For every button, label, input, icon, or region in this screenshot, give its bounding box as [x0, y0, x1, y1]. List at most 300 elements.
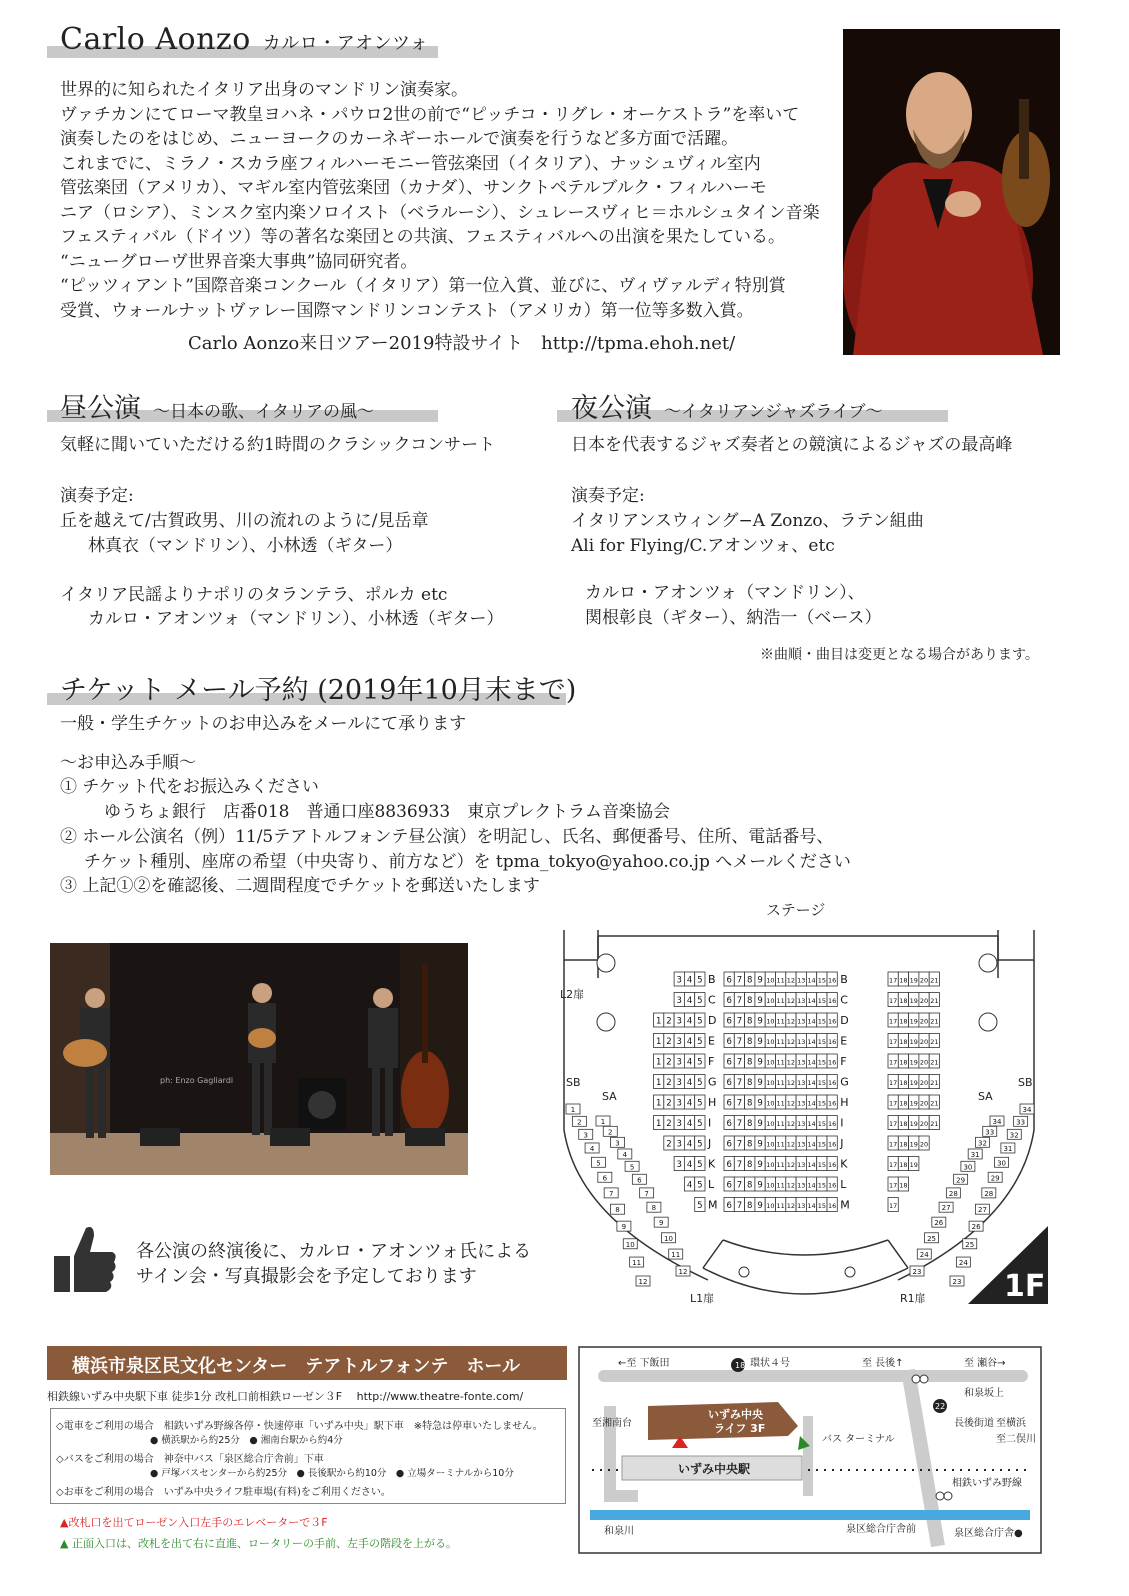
seat-number: 15	[817, 1079, 826, 1087]
seat-number: 12	[786, 1058, 796, 1067]
seat-number: 20	[919, 1099, 929, 1108]
day-description: 気軽に聞いていただける約1時間のクラシックコンサート	[60, 435, 496, 455]
portrait-illustration	[843, 29, 1060, 355]
seat-number: 5	[697, 1037, 703, 1047]
map-to-yokohama: 至横浜	[996, 1418, 1026, 1429]
seat-number: 16	[828, 997, 837, 1005]
row-label: F	[840, 1055, 847, 1068]
tour-site-line[interactable]: Carlo Aonzo来日ツアー2019特設サイト http://tpma.ehoh.net/	[188, 333, 736, 354]
seat-number: 6	[726, 996, 732, 1006]
seat-number: 20	[919, 1017, 929, 1026]
door-l2-label: L2扉	[560, 988, 585, 1001]
seat-number: 1	[655, 1119, 662, 1129]
thumbs-up-icon	[52, 1222, 118, 1294]
seat-number: 8	[747, 1180, 753, 1191]
seat-number: 21	[930, 1038, 939, 1046]
seat-number: 12	[786, 1079, 796, 1087]
pillar-marker	[597, 1013, 615, 1031]
row-label: M	[708, 1198, 718, 1212]
seat-number: 6	[726, 1180, 732, 1191]
row-label: J	[708, 1137, 712, 1150]
seat-number: 10	[766, 1120, 775, 1128]
row-label: H	[840, 1096, 849, 1109]
seat-number: 4	[686, 1160, 693, 1170]
bio-line: フェスティバル（ドイツ）等の著名な楽団との共演、フェスティバルへの出演を果たしている。	[60, 227, 786, 247]
artist-name-jp: カルロ・アオンツォ	[262, 33, 429, 54]
pillar-marker	[597, 954, 615, 972]
seat-number: 6	[726, 1139, 732, 1150]
seat-number: 13	[797, 1017, 806, 1026]
seat-number: 9	[757, 996, 763, 1006]
seat-number: 20	[919, 1038, 929, 1046]
seat-number: 12	[786, 1202, 796, 1210]
program-change-note: ※曲順・曲目は変更となる場合があります。	[760, 647, 1039, 663]
bio-line: 管弦楽団（アメリカ）、マギル室内管弦楽団（カナダ）、サンクトペテルブルク・フィルハーモ	[60, 178, 767, 198]
seat-number: 5	[697, 1180, 703, 1191]
side-seat-number: 27	[977, 1206, 987, 1215]
seat-number: 10	[766, 1202, 775, 1210]
bio-line: これまでに、ミラノ・スカラ座フィルハーモニー管弦楽団（イタリア）、ナッシュヴィル室内	[60, 153, 761, 174]
seat-number: 20	[919, 1120, 929, 1128]
sb-label-left: SB	[566, 1076, 581, 1089]
seat-number: 9	[757, 1078, 763, 1088]
seat-number: 1	[655, 1037, 662, 1047]
side-seat-number: 25	[927, 1234, 937, 1243]
night-program-line: Ali for Flying/C.アオンツォ、etc	[571, 536, 835, 556]
seat-number: 3	[676, 1057, 682, 1068]
seat-number: 12	[786, 1017, 796, 1026]
side-seat-number: 2	[608, 1128, 613, 1137]
seat-number: 7	[736, 1078, 743, 1088]
side-seat-number: 31	[970, 1150, 980, 1159]
seat-number: 12	[786, 1038, 796, 1046]
seat-number: 10	[766, 1099, 775, 1108]
seat-number: 8	[747, 1098, 753, 1109]
seat-number: 14	[807, 1058, 816, 1067]
map-to-futamatagawa: 至二俣川	[996, 1434, 1036, 1445]
seat-number: 9	[757, 1037, 763, 1047]
seat-number: 9	[757, 1139, 763, 1150]
seat-number: 5	[697, 996, 703, 1006]
seat-number: 4	[686, 1180, 693, 1191]
night-program-line: イタリアンスウィング−A Zonzo、ラテン組曲	[571, 511, 924, 531]
seat-number: 18	[899, 1120, 908, 1128]
seat-number: 6	[726, 975, 732, 986]
map-building: いずみ中央	[708, 1408, 763, 1421]
artist-name-en: Carlo Aonzo	[60, 22, 251, 57]
side-seat-number: 29	[956, 1176, 966, 1185]
side-seat-number: 5	[629, 1163, 635, 1172]
seat-blocks	[651, 972, 940, 1213]
night-heading	[571, 386, 883, 425]
map-ward-office: 泉区総合庁舎●	[954, 1528, 1023, 1539]
seat-number: 11	[776, 1161, 785, 1169]
car-directions: ◇お車をご利用の場合 いずみ中央ライフ駐車場(有料)をご利用ください。	[56, 1487, 391, 1498]
seat-number: 15	[817, 1058, 826, 1067]
seat-number: 3	[676, 1078, 682, 1088]
side-seat-number: 2	[577, 1118, 582, 1127]
seat-number: 16	[828, 1017, 837, 1026]
seat-number: 12	[786, 1181, 796, 1190]
side-seat-number: 31	[1003, 1144, 1013, 1153]
seat-number: 9	[757, 1160, 763, 1170]
side-seat-number: 24	[919, 1251, 929, 1260]
seat-number: 21	[930, 1120, 939, 1128]
map-building-floor: ライフ 3F	[714, 1422, 766, 1435]
day-heading	[60, 386, 374, 425]
row-label: C	[840, 993, 848, 1007]
side-seat-number: 11	[632, 1259, 642, 1268]
side-seat-number: 28	[984, 1189, 994, 1198]
side-seat-number: 26	[971, 1223, 981, 1232]
seat-number: 14	[807, 1120, 816, 1128]
seat-number: 13	[797, 1161, 806, 1169]
side-seat-number: 8	[651, 1204, 657, 1213]
seat-number: 7	[736, 996, 743, 1006]
seat-number: 18	[899, 976, 908, 985]
seat-number: 20	[919, 1058, 929, 1067]
pillar-marker	[979, 954, 997, 972]
seat-number: 18	[899, 997, 908, 1005]
seat-number: 2	[666, 1119, 672, 1129]
row-label: L	[840, 1178, 847, 1191]
seat-number: 7	[736, 1160, 743, 1170]
seat-number: 10	[766, 1058, 775, 1067]
seat-number: 7	[736, 1098, 743, 1109]
seat-number: 3	[676, 1098, 682, 1109]
seat-number: 11	[776, 1058, 785, 1067]
sa-label-left: SA	[602, 1090, 617, 1103]
seat-number: 12	[786, 1099, 796, 1108]
night-description: 日本を代表するジャズ奏者との競演によるジャズの最高峰	[571, 435, 1013, 455]
side-seat-number: 7	[608, 1189, 614, 1198]
autograph-line: サイン会・写真撮影会を予定しております	[136, 1266, 477, 1287]
bio-line: ヴァチカンにてローマ教皇ヨハネ・パウロ2世の前で“ピッチコ・リグレ・オーケストラ”を率いて	[60, 104, 800, 125]
seat-number: 14	[807, 1181, 816, 1190]
seat-number: 21	[930, 1099, 939, 1108]
seat-number: 17	[889, 1058, 898, 1067]
seat-number: 11	[776, 1140, 785, 1149]
seat-number: 13	[797, 976, 806, 985]
route22-number: 22	[935, 1402, 946, 1411]
seat-number: 21	[930, 976, 939, 985]
seat-number: 10	[766, 1017, 775, 1026]
door-marker	[739, 1267, 749, 1277]
seat-number: 15	[817, 1017, 826, 1026]
seat-number: 11	[776, 1017, 785, 1026]
seat-number: 3	[676, 1037, 682, 1047]
seat-number: 15	[817, 1099, 826, 1108]
row-label: D	[840, 1014, 849, 1027]
seat-number: 15	[817, 1202, 826, 1210]
seat-number: 14	[807, 1161, 816, 1169]
seat-number: 3	[676, 1160, 682, 1170]
ticket-step-1: ① チケット代をお振込みください	[60, 777, 319, 797]
seat-number: 16	[828, 1140, 837, 1149]
ticket-intro: 一般・学生チケットのお申込みをメールにて承ります	[60, 714, 467, 734]
seat-number: 8	[747, 1201, 753, 1211]
pillar-marker	[979, 1013, 997, 1031]
bio-heading	[60, 22, 428, 57]
seat-number: 14	[807, 1099, 816, 1108]
seat-number: 9	[757, 1180, 763, 1191]
seat-number: 4	[686, 1098, 693, 1109]
seat-number: 16	[828, 976, 837, 985]
seat-number: 10	[766, 1161, 775, 1169]
seat-number: 19	[909, 1161, 918, 1169]
row-label: M	[840, 1198, 850, 1212]
side-seat-number: 9	[658, 1219, 664, 1228]
seat-number: 19	[909, 1079, 918, 1087]
seat-number: 2	[666, 1139, 672, 1150]
seat-number: 15	[817, 1140, 826, 1149]
row-label: C	[708, 993, 716, 1007]
ticket-step-2-detail: チケット種別、座席の希望（中央寄り、前方など）を tpma_tokyo@yahoo.co.jp へメールください	[84, 852, 851, 872]
side-seat-number: 3	[583, 1131, 588, 1140]
seat-number: 13	[797, 1120, 806, 1128]
train-directions: ◇電車をご利用の場合 相鉄いずみ野線各停・快速停車「いずみ中央」駅下車 ※特急は停車いたしません。	[56, 1421, 543, 1432]
seat-number: 8	[747, 1057, 753, 1068]
night-performers: 関根彰良（ギター）、納浩一（ベース）	[585, 608, 882, 628]
seat-number: 20	[919, 976, 929, 985]
seat-number: 5	[697, 1119, 703, 1129]
seat-number: 4	[686, 1139, 693, 1150]
seat-number: 18	[899, 1099, 908, 1108]
seat-number: 10	[766, 1181, 775, 1190]
seat-number: 10	[766, 1079, 775, 1087]
side-seat-number: 34	[992, 1118, 1002, 1126]
seat-number: 11	[776, 1099, 785, 1108]
seat-number: 7	[736, 1180, 743, 1191]
side-seat-number: 23	[912, 1268, 922, 1276]
band-photo-illustration	[50, 943, 468, 1175]
seat-number: 15	[817, 1120, 826, 1128]
seat-number: 15	[817, 1038, 826, 1046]
side-seat-number: 23	[952, 1278, 962, 1286]
seat-number: 5	[697, 1057, 703, 1068]
seat-number: 7	[736, 1201, 743, 1211]
seat-number: 11	[776, 1079, 785, 1087]
night-subtitle: ～イタリアンジャズライブ～	[664, 402, 883, 422]
seat-number: 17	[889, 1181, 898, 1190]
seat-number: 14	[807, 1017, 816, 1026]
seat-number: 11	[776, 1202, 785, 1210]
seat-number: 17	[889, 1079, 898, 1087]
seat-number: 1	[655, 1098, 662, 1109]
venue-access: 相鉄線いずみ中央駅下車 徒歩1分 改札口前相鉄ローゼン３F http://www.theatre-fonte.com/	[47, 1390, 524, 1403]
ring4-road	[598, 1370, 1028, 1382]
seat-number: 11	[776, 1120, 785, 1128]
row-label: I	[840, 1116, 844, 1130]
floor-label: 1F	[1004, 1269, 1046, 1304]
row-label: G	[708, 1075, 717, 1089]
seat-number: 7	[736, 1139, 743, 1150]
seat-number: 2	[666, 1037, 672, 1047]
side-seat-number: 11	[671, 1251, 681, 1260]
side-seat-number: 32	[977, 1139, 987, 1148]
side-seat-number: 7	[644, 1189, 649, 1198]
seat-number: 17	[889, 976, 898, 985]
seat-number: 18	[899, 1161, 908, 1169]
ticket-heading: チケット メール予約 (2019年10月末まで)	[60, 675, 577, 706]
seat-number: 16	[828, 1181, 837, 1190]
row-label: B	[840, 973, 848, 986]
row-label: E	[708, 1034, 715, 1048]
seat-number: 10	[766, 997, 775, 1005]
seat-number: 5	[697, 975, 703, 986]
seat-number: 19	[909, 1099, 918, 1108]
seat-number: 5	[697, 1078, 703, 1088]
seat-number: 20	[919, 1079, 929, 1087]
map-chogo-kaido: 長後街道	[954, 1418, 994, 1429]
map-station: いずみ中央駅	[678, 1462, 751, 1476]
row-label: E	[840, 1034, 848, 1048]
seat-number: 5	[697, 1160, 703, 1170]
row-label: K	[708, 1157, 716, 1171]
day-program-line: 丘を越えて/古賀政男、川の流れのように/見岳章	[60, 511, 429, 531]
seat-number: 13	[797, 1099, 806, 1108]
side-seat-number: 30	[997, 1159, 1007, 1168]
bio-line: 演奏したのをはじめ、ニューヨークのカーネギーホールで演奏を行うなど多方面で活躍。	[60, 129, 739, 149]
map-ring4: 環状４号	[750, 1358, 790, 1369]
artist-portrait	[843, 29, 1060, 355]
seat-number: 9	[757, 1057, 763, 1068]
seat-number: 11	[776, 976, 785, 985]
seat-number: 4	[686, 1016, 693, 1027]
seat-number: 3	[676, 1139, 682, 1150]
side-seat-number: 10	[663, 1234, 673, 1243]
side-seat-number: 12	[638, 1278, 648, 1286]
seat-number: 16	[828, 1038, 837, 1046]
seat-number: 20	[919, 1140, 929, 1149]
seat-number: 12	[786, 997, 796, 1005]
seat-number: 3	[676, 1119, 682, 1129]
side-seat-number: 6	[637, 1176, 642, 1185]
seat-number: 17	[889, 1017, 898, 1026]
seat-number: 7	[736, 1037, 743, 1047]
seat-number: 8	[747, 1139, 753, 1150]
seat-number: 21	[930, 1079, 939, 1087]
seat-number: 5	[697, 1098, 703, 1109]
side-seat-number: 34	[1022, 1106, 1032, 1114]
seat-number: 21	[930, 1058, 939, 1067]
night-performers: カルロ・アオンツォ（マンドリン）、	[585, 583, 865, 603]
bio-line: ニア（ロシア）、ミンスク室内楽ソロイスト（ベラルーシ）、シュレースヴィヒ＝ホルシュタイン音楽	[60, 202, 820, 223]
izumi-river	[590, 1510, 1030, 1520]
seat-number: 19	[909, 1038, 918, 1046]
seat-number: 4	[686, 1057, 693, 1068]
seat-number: 20	[919, 997, 929, 1005]
day-performers: カルロ・アオンツォ（マンドリン）、小林透（ギター）	[88, 609, 504, 629]
venue-name: 横浜市泉区民文化センター テアトルフォンテ ホール	[72, 1356, 521, 1377]
seat-number: 12	[786, 1120, 796, 1128]
row-label: L	[708, 1178, 715, 1191]
day-title: 昼公演	[60, 393, 141, 424]
night-program-label: 演奏予定:	[571, 486, 645, 506]
map-to-chogo: 至 長後↑	[862, 1358, 904, 1369]
side-seat-number: 5	[596, 1159, 601, 1168]
ticket-steps-title: ～お申込み手順～	[60, 753, 196, 773]
seat-number: 6	[726, 1160, 732, 1170]
side-seat-number: 8	[615, 1206, 620, 1215]
side-seat-number: 1	[570, 1106, 576, 1114]
side-seat-number: 3	[615, 1139, 620, 1148]
seat-number: 1	[655, 1078, 662, 1088]
side-seat-number: 32	[1009, 1131, 1019, 1140]
side-seat-number: 33	[1016, 1118, 1026, 1127]
bus-times: ● 戸塚バスセンターから約25分 ● 長後駅から約10分 ● 立場ターミナルから10分	[150, 1468, 514, 1479]
seat-number: 14	[807, 1202, 816, 1210]
seat-number: 7	[736, 1057, 743, 1068]
seat-number: 7	[736, 975, 743, 986]
side-seat-number: 4	[589, 1144, 595, 1153]
seat-number: 10	[766, 1140, 775, 1149]
seat-number: 11	[776, 997, 785, 1005]
row-label: I	[708, 1116, 712, 1130]
seat-number: 7	[736, 1016, 743, 1027]
bio-line: 世界的に知られたイタリア出身のマンドリン演奏家。	[60, 80, 468, 100]
seat-number: 16	[828, 1120, 837, 1128]
seat-number: 15	[817, 997, 826, 1005]
side-seat-number: 1	[600, 1118, 606, 1126]
autograph-line: 各公演の終演後に、カルロ・アオンツォ氏による	[136, 1241, 532, 1262]
stage-label: ステージ	[766, 901, 826, 919]
side-seat-number: 30	[963, 1163, 973, 1172]
seat-number: 4	[686, 1078, 693, 1088]
seat-number: 13	[797, 1202, 806, 1210]
seat-number: 21	[930, 997, 939, 1005]
side-seat-number: 33	[985, 1128, 995, 1137]
seat-number: 8	[747, 1119, 753, 1129]
row-label: K	[840, 1157, 848, 1171]
seat-number: 15	[817, 1181, 826, 1190]
seat-number: 11	[776, 1181, 785, 1190]
seat-number: 19	[909, 976, 918, 985]
seating-chart	[558, 920, 1054, 1320]
map-ward-office-stop: 泉区総合庁舎前	[846, 1524, 916, 1535]
seat-number: 14	[807, 1079, 816, 1087]
seat-number: 4	[686, 996, 693, 1006]
seat-number: 8	[747, 1078, 753, 1088]
map-to-shonandai: 至湘南台	[592, 1418, 632, 1429]
bus-directions: ◇バスをご利用の場合 神奈中バス「泉区総合庁舎前」下車	[56, 1454, 324, 1465]
bio-text	[60, 78, 820, 323]
seat-number: 9	[757, 975, 763, 986]
seat-number: 8	[747, 1037, 753, 1047]
seat-number: 8	[747, 1160, 753, 1170]
seat-number: 17	[889, 1099, 898, 1108]
seat-number: 17	[889, 1038, 898, 1046]
seat-number: 3	[676, 975, 682, 986]
row-label: F	[708, 1055, 715, 1068]
map-bus-terminal: バス ターミナル	[822, 1434, 895, 1445]
side-seat-number: 29	[990, 1174, 1000, 1183]
side-seats	[566, 1104, 1034, 1286]
bio-line: “ピッツィアント”国際音楽コンクール（イタリア）第一位入賞、並びに、ヴィヴァルディ特別賞	[60, 276, 786, 296]
seat-number: 2	[666, 1057, 672, 1068]
ticket-step-2: ② ホール公演名（例）11/5テアトルフォンテ昼公演）を明記し、氏名、郵便番号、住所、電話番号、	[60, 827, 834, 847]
seat-number: 14	[807, 1038, 816, 1046]
seat-number: 16	[828, 1202, 837, 1210]
seat-number: 18	[899, 1058, 908, 1067]
seat-number: 13	[797, 1079, 806, 1087]
seat-number: 1	[655, 1057, 662, 1068]
seat-number: 12	[786, 1161, 796, 1169]
map-line: 相鉄いずみ野線	[952, 1478, 1022, 1489]
seat-number: 18	[899, 1079, 908, 1087]
seat-number: 10	[766, 976, 775, 985]
seat-number: 6	[726, 1098, 732, 1109]
